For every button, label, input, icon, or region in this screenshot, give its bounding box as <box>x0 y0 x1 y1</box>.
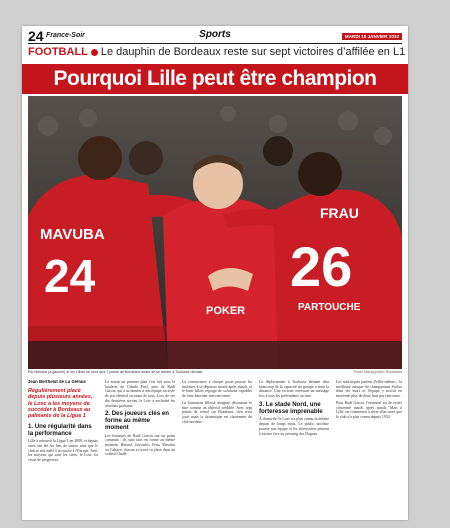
kicker-label: FOOTBALL <box>28 46 88 58</box>
paragraph: Le déplacement à Toulouse demain dira beaucoup de la capacité du groupe à tenir la distance. Une victoire enverrait un message fort à tous les prétendants au titre. <box>259 380 329 399</box>
paragraph: Les hommes de Rudi Garcia ont un point commun : ils sont tous en forme au même moment. Hazard, Gervinho, Frau, Mavuba ou Cabaye, chacun a trouvé sa place dans un collectif huilé. <box>105 433 175 457</box>
paragraph: La concurrence à chaque poste pousse les titulaires à se dépasser match après match, et le banc lillois regorge de solutions capables de faire basculer une rencontre. <box>182 380 252 399</box>
article-column-4 <box>259 380 329 516</box>
section-title: Sports <box>199 29 231 40</box>
page-header <box>28 28 402 44</box>
article-column-2 <box>105 380 175 516</box>
players-illustration <box>28 96 402 369</box>
section-heading-3: 3. Le stade Nord, une forteresse imprenable <box>259 400 323 415</box>
headline: Pourquoi Lille peut être champion <box>22 64 408 94</box>
article-body <box>28 380 402 516</box>
paragraph: La formation lilloise imagine désormais le titre comme un objectif crédible. Avec sept points de retard sur Bordeaux, rien n'est joué, mais la dynamique est clairement du côté nordiste. <box>182 400 252 424</box>
paragraph: Le retour au premier plan s'est fait sous la houlette de Claude Puel, puis de Rudi Garcia, qui a su donner à son équipe un style de jeu offensif reconnu de tous. Lors de ses dix dernières sorties, le Losc a enchaîné les résultats probants. <box>105 380 175 408</box>
jersey-right-number: 26 <box>290 235 353 298</box>
paragraph: Les statistiques parlent d'elles-mêmes : la meilleure attaque du championnat évolue dans ses murs et l'équipe y inscrit en moyenne plus de deux buts par rencontre. <box>336 380 402 399</box>
article-column-5 <box>336 380 402 516</box>
team-photo <box>28 96 402 369</box>
article-column-1 <box>28 380 98 516</box>
jersey-right-name: FRAU <box>320 205 359 221</box>
article-lead: Régulièrement placé depuis plusieurs années, le Losc a les moyens de succéder à Bordeaux au palmarès de la Ligue 1 <box>28 387 93 420</box>
caption-text: Rio Mavuba (à gauche) et les Lillois ne sont qu'à 7 points de Bordeaux avant de se rendre à Toulouse demain. <box>28 370 204 374</box>
paragraph: À domicile, le Losc n'a plus connu la défaite depuis de longs mois. Le public nordiste pousse son équipe et les adversaires peinent à exister face au pressing des Dogues. <box>259 417 329 436</box>
newspaper-page <box>22 26 408 520</box>
kicker-line <box>28 46 404 60</box>
kicker-text: Le dauphin de Bordeaux reste sur sept victoires d’affilée en L1 <box>100 46 406 58</box>
jersey-left-name: MAVUBA <box>40 226 105 243</box>
jersey-left-number: 24 <box>44 250 96 302</box>
paragraph: Pour Rudi Garcia, l'essentiel est de rester concentré match après match. Mais à Lille, on commence à rêver d'un sacre que le club n'a plus connu depuis 1954. <box>336 400 402 419</box>
page-number: 24 <box>28 28 44 44</box>
author-byline: Jean Berthelot de La Glétais <box>28 380 86 384</box>
brand-name: France-Soir <box>46 32 85 39</box>
section-heading-2: 2. Des joueurs clés en forme au même moment <box>105 410 170 431</box>
photo-credit: Photo Maxppp/Alex Rousseau <box>353 370 402 374</box>
bullet-icon <box>91 49 98 56</box>
paragraph: Lille a retrouvé la Ligue 1 en 2000, et depuis rares ont été les fins de saison sans que le club se soit mêlé à la course à l'Europe. Avec les moyens qui sont les siens, le Losc n'a cessé de progresser. <box>28 439 98 463</box>
article-column-3 <box>182 380 252 516</box>
sponsor-right: PARTOUCHE <box>298 302 361 313</box>
section-heading-1: 1. Une régularité dans la performance <box>28 422 92 437</box>
issue-date: MARDI 19 JANVIER 2010 <box>342 33 402 40</box>
photo-caption <box>28 370 402 378</box>
sponsor-center: POKER <box>206 305 246 317</box>
